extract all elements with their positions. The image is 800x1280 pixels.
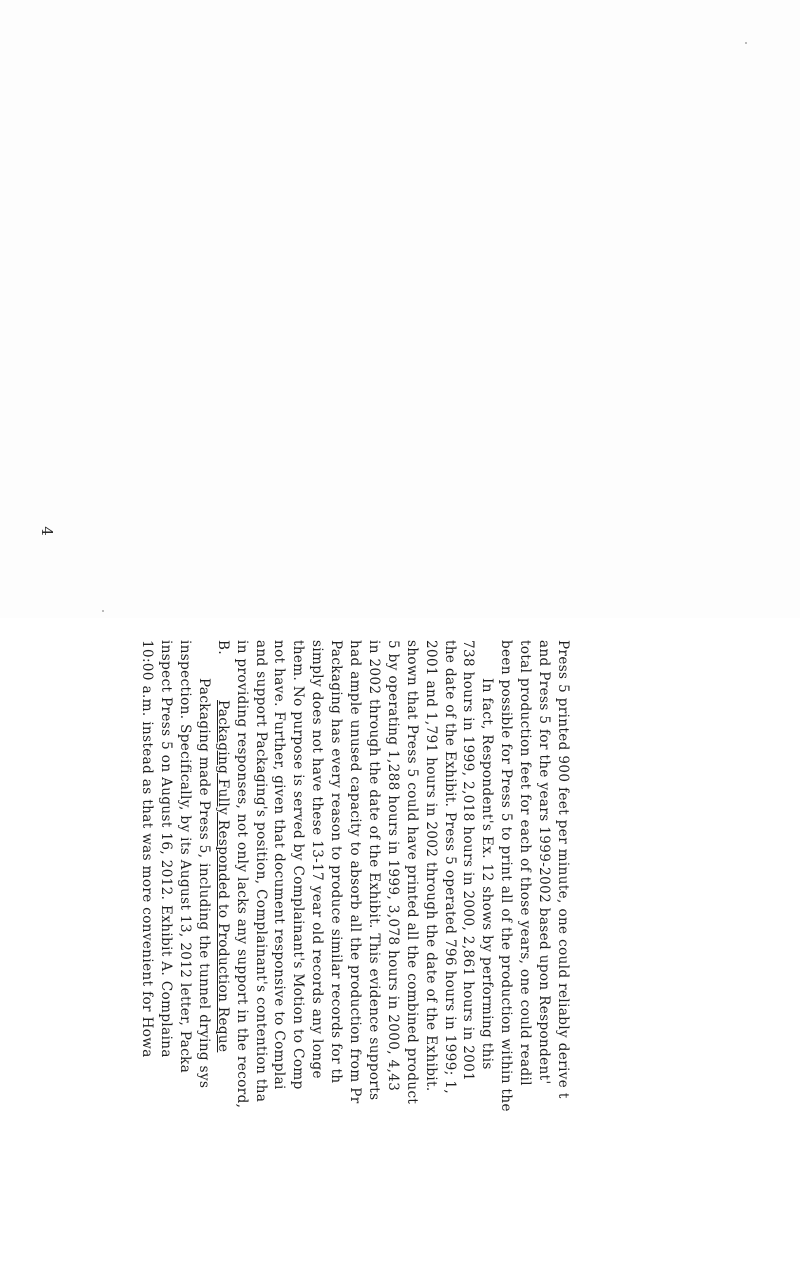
- text-line: 5 by operating 1,288 hours in 1999, 3,078 hours in 2000, 4,43: [384, 640, 401, 1092]
- section-heading-text: Packaging Fully Responded to Production Reque: [214, 700, 231, 1053]
- text-line: the date of the Exhibit. Press 5 operated 796 hours in 1999; 1,: [441, 640, 458, 1095]
- text-line: had ample unused capacity to absorb all the production from Pr: [347, 640, 364, 1104]
- text-line: In fact, Respondent's Ex. 12 shows by performing this: [479, 678, 496, 1070]
- text-line: them. No purpose is served by Complainant's Motion to Comp: [290, 640, 307, 1090]
- text-line: and Press 5 for the years 1999-2002 based upon Respondent': [536, 640, 553, 1085]
- scan-speck: [745, 42, 747, 44]
- text-line: Press 5 printed 900 feet per minute, one could reliably derive t: [555, 640, 571, 1099]
- text-line: and support Packaging's position, Complainant's contention tha: [252, 640, 269, 1103]
- text-line: total production feet for each of those years, one could readil: [517, 640, 534, 1086]
- text-line: Packaging made Press 5, including the tunnel drying sys: [195, 678, 212, 1089]
- text-line: 2001 and 1,791 hours in 2002 through the date of the Exhibit.: [422, 640, 439, 1092]
- text-line: 10:00 a.m. instead as that was more convenient for Howa: [139, 640, 156, 1058]
- text-line: 738 hours in 1999, 2,018 hours in 2000, 2,861 hours in 2001: [460, 640, 477, 1082]
- text-line: in 2002 through the date of the Exhibit. This evidence supports: [366, 640, 382, 1101]
- text-line: not have. Further, given that document responsive to Complai: [271, 640, 288, 1090]
- text-line: shown that Press 5 could have printed all the combined product: [403, 640, 420, 1105]
- page-number: 4: [37, 526, 56, 536]
- text-line: inspection. Specifically, by its August 13, 2012 letter, Packa: [177, 640, 193, 1074]
- text-line: Packaging has every reason to produce similar records for th: [328, 640, 345, 1084]
- section-heading: [215, 640, 231, 1052]
- scan-speck: [102, 610, 104, 612]
- text-line: been possible for Press 5 to print all of the production within the: [498, 640, 515, 1112]
- section-number: B.: [214, 640, 231, 656]
- rotated-text-block: [139, 640, 575, 1280]
- text-line: in providing responses, not only lacks any support in the record,: [233, 640, 250, 1109]
- text-line: inspect Press 5 on August 16, 2012. Exhibit A. Complaina: [158, 640, 175, 1058]
- text-line: simply does not have these 13-17 year old records any longe: [309, 640, 326, 1079]
